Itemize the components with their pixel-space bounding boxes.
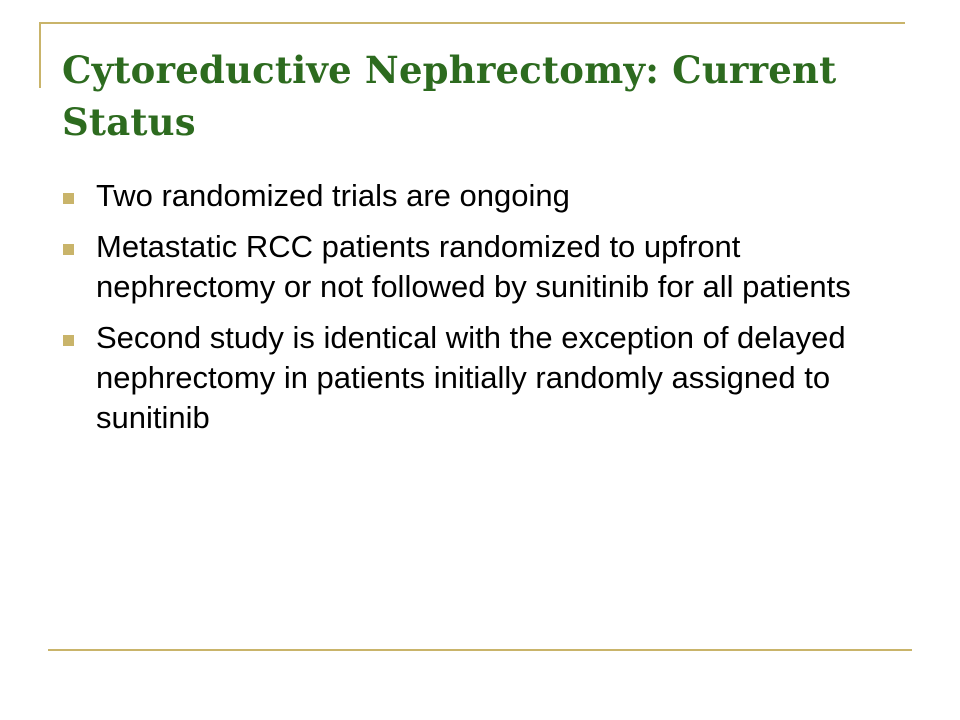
bullet-list <box>62 176 882 449</box>
bullet-item-3 <box>62 318 882 438</box>
top-rule <box>39 22 905 24</box>
bottom-rule <box>48 649 912 651</box>
slide-title: Cytoreductive Nephrectomy: Current Status <box>62 48 837 144</box>
square-bullet-icon <box>63 335 74 346</box>
bullet-text-2: Metastatic RCC patients randomized to upfront nephrectomy or not followed by sunitinib for all patients <box>96 229 851 304</box>
bullet-item-2 <box>62 227 882 307</box>
square-bullet-icon <box>63 244 74 255</box>
bullet-item-1 <box>62 176 882 216</box>
left-rule <box>39 22 41 88</box>
bullet-text-3: Second study is identical with the exception of delayed nephrectomy in patients initially randomly assigned to sunitinib <box>96 320 846 435</box>
bullet-text-1: Two randomized trials are ongoing <box>96 178 570 213</box>
square-bullet-icon <box>63 193 74 204</box>
